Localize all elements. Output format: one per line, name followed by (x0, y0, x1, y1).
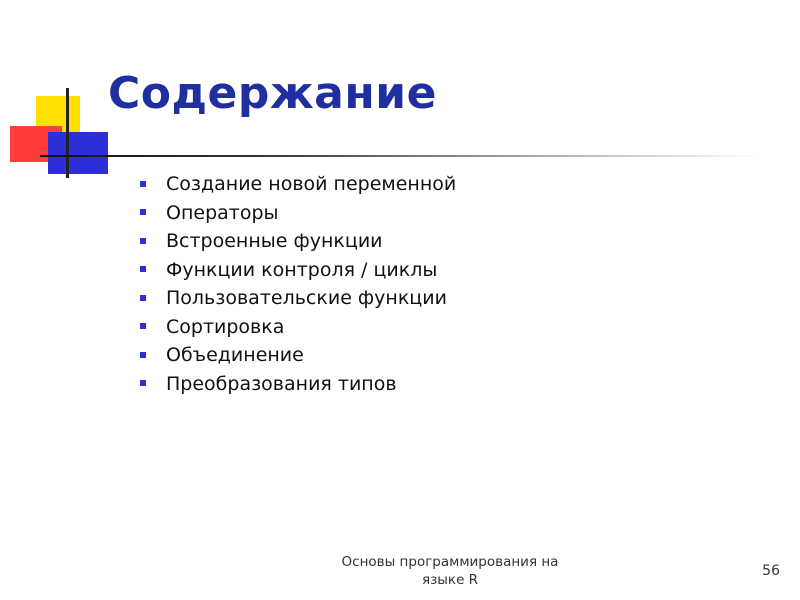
list-item-text: Встроенные функции (166, 230, 383, 252)
contents-list (140, 170, 456, 398)
slide-title: Содержание (108, 68, 437, 119)
list-item (140, 256, 456, 285)
list-item-text: Преобразования типов (166, 372, 397, 395)
square-bullet-icon (140, 295, 146, 301)
footer-line-2: языке R (421, 572, 479, 588)
list-item (140, 313, 456, 342)
square-bullet-icon (140, 352, 146, 358)
stacked-squares-logo-icon (0, 0, 120, 190)
square-bullet-icon (140, 209, 146, 215)
list-item-text: Операторы (166, 201, 279, 224)
square-bullet-icon (140, 380, 146, 386)
square-bullet-icon (140, 323, 146, 329)
list-item-text: Создание новой переменной (166, 173, 457, 195)
square-bullet-icon (140, 266, 146, 272)
list-item-text: Объединение (166, 344, 304, 366)
slide-footer (300, 553, 600, 589)
list-item (140, 284, 456, 313)
list-item (140, 170, 456, 199)
square-bullet-icon (140, 238, 146, 244)
footer-line-1: Основы программирования на (341, 554, 559, 570)
page-number: 56 (762, 563, 780, 579)
blue-square (48, 132, 108, 174)
title-divider (40, 155, 760, 157)
list-item (140, 341, 456, 370)
square-bullet-icon (140, 181, 146, 187)
list-item-text: Сортировка (166, 315, 285, 338)
logo-vertical-line (66, 88, 69, 178)
list-item-text: Функции контроля / циклы (166, 258, 438, 281)
list-item (140, 227, 456, 256)
list-item-text: Пользовательские функции (166, 287, 447, 309)
list-item (140, 199, 456, 228)
list-item (140, 370, 456, 399)
